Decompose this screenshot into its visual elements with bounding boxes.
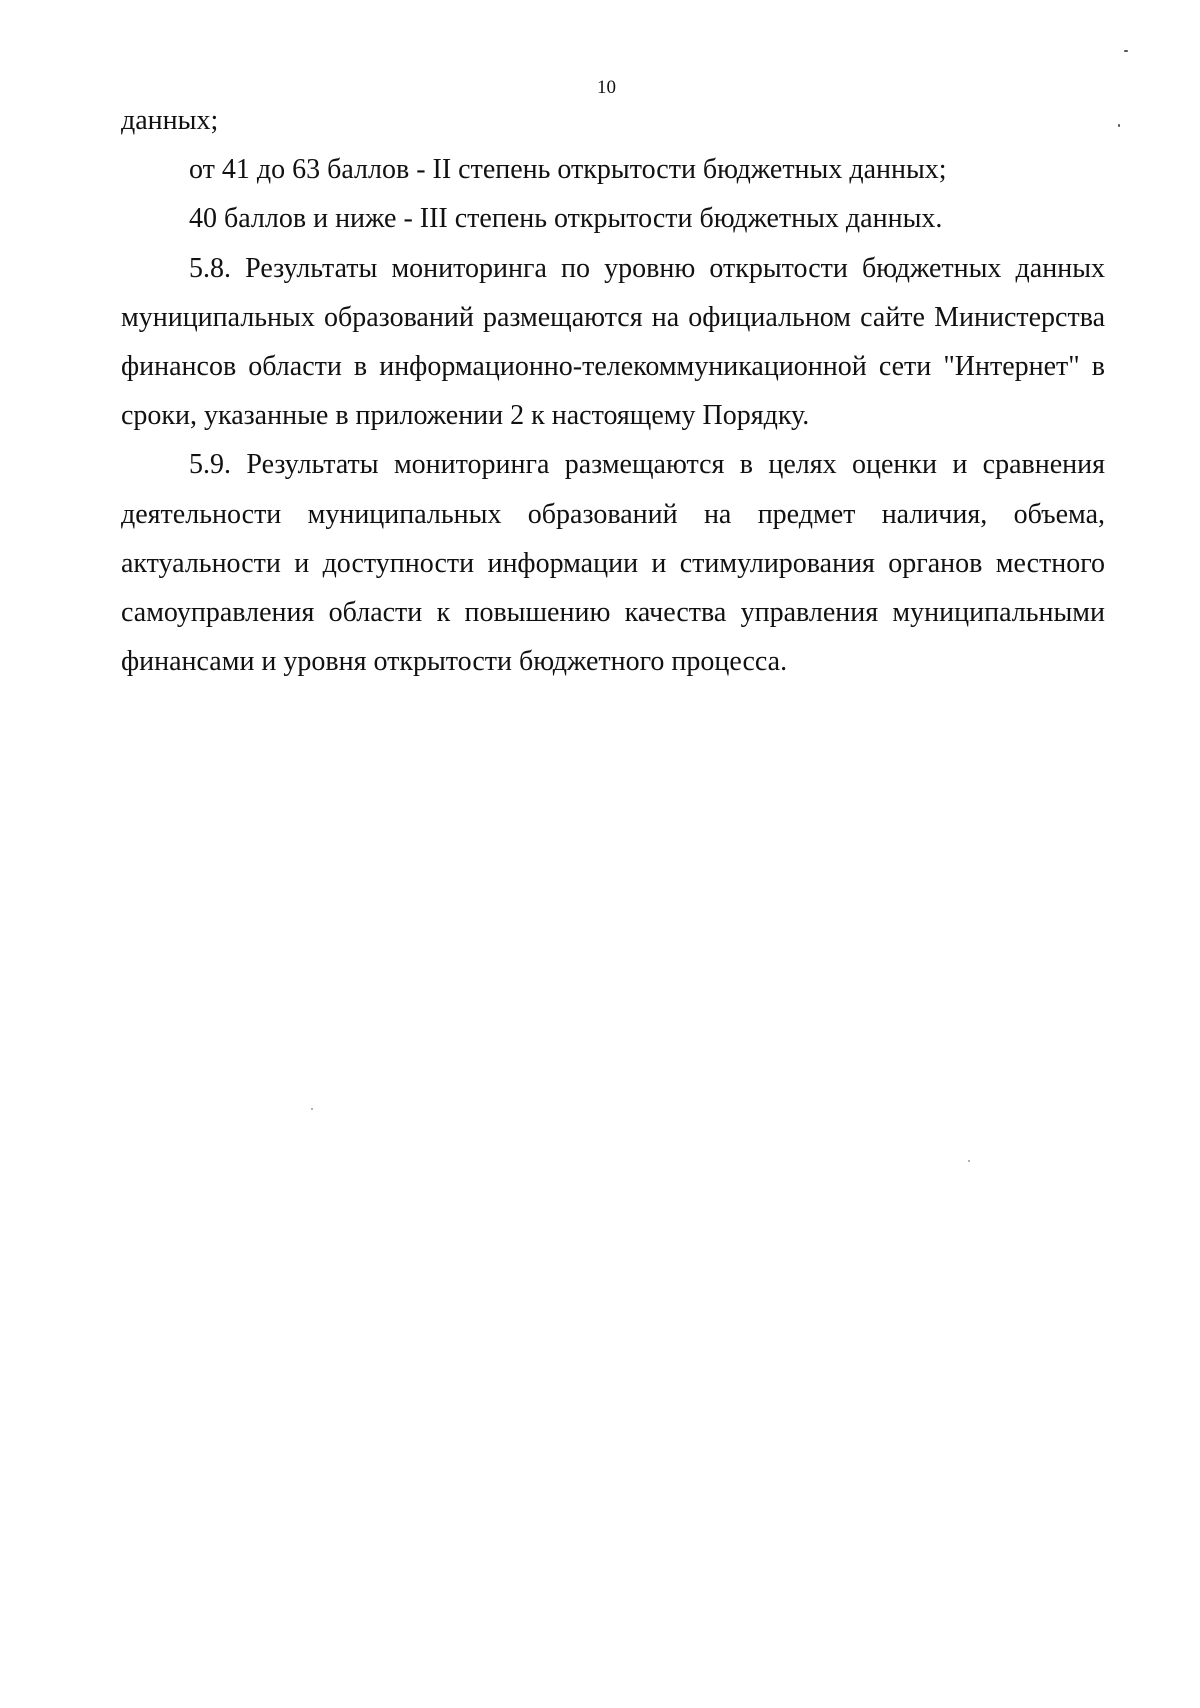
- scan-speck: [311, 1108, 313, 1110]
- scan-speck: [968, 1160, 970, 1162]
- paragraph-5-8: 5.8. Результаты мониторинга по уровню открытости бюджетных данных муниципальных образований размещаются на официальном сайте Министерства финансов области в информационно-телекоммуникационной сети "Интернет" в сроки, указанные в приложении 2 к настоящему Порядку.: [121, 252, 1105, 432]
- paragraph-degree-two: от 41 до 63 баллов - II степень открытости бюджетных данных;: [189, 154, 947, 186]
- document-body: [121, 96, 1105, 686]
- paragraph-5-9: 5.9. Результаты мониторинга размещаются в целях оценки и сравнения деятельности муниципальных образований на предмет наличия, объема, актуальности и доступности информации и стимулирования органов местного самоуправления области к повышению качества управления муниципальными финансами и уровня открытости бюджетного процесса.: [121, 449, 1105, 678]
- page-number: 10: [597, 77, 616, 98]
- scan-speck: [1124, 50, 1128, 52]
- paragraph-continuation: данных;: [121, 105, 219, 136]
- scan-speck: [1118, 124, 1120, 127]
- paragraph-degree-three: 40 баллов и ниже - III степень открытости бюджетных данных.: [189, 203, 943, 235]
